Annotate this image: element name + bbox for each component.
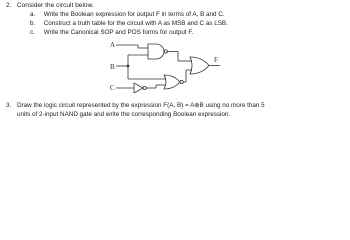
question-2-part-a [30,11,225,18]
nor-gate [164,75,180,89]
input-label-c: C [110,84,115,92]
question-3 [6,102,346,119]
question-3-line-1 [6,102,346,111]
question-2-heading [6,2,94,9]
part-a-letter: a. [30,11,36,18]
logic-circuit-diagram [88,39,228,93]
junction-b [127,65,129,67]
part-a-text: Write the Boolean expression for output F in terms of A, B and C. [43,11,225,18]
question-3-number: 3. [6,102,12,109]
nand-gate-1 [148,44,164,59]
not-gate [134,83,143,93]
part-c-text: Write the Canonical SOP and POS forms for output F. [43,29,194,36]
question-2-part-b [30,20,228,27]
part-c-letter: c. [30,29,35,36]
question-2-prompt: Consider the circuit below. [16,2,94,9]
question-2-number: 2. [6,2,12,9]
input-label-a: A [110,41,116,49]
input-label-b: B [110,63,115,71]
output-label-f: F [214,56,218,64]
question-2-part-c [30,29,193,36]
part-b-letter: b. [30,20,36,27]
part-b-text: Construct a truth table for the circuit with A as MSB and C as LSB. [43,20,228,27]
question-3-text-line-1: Draw the logic circuit represented by the expression F(A, B) = A⊕B using no more than 5 [17,102,265,109]
inversion-bubble-gate-1 [164,50,167,53]
final-or-gate [190,57,209,74]
question-3-text-line-2: units of 2-input NAND gate and write the corresponding Boolean expression. [17,110,231,118]
